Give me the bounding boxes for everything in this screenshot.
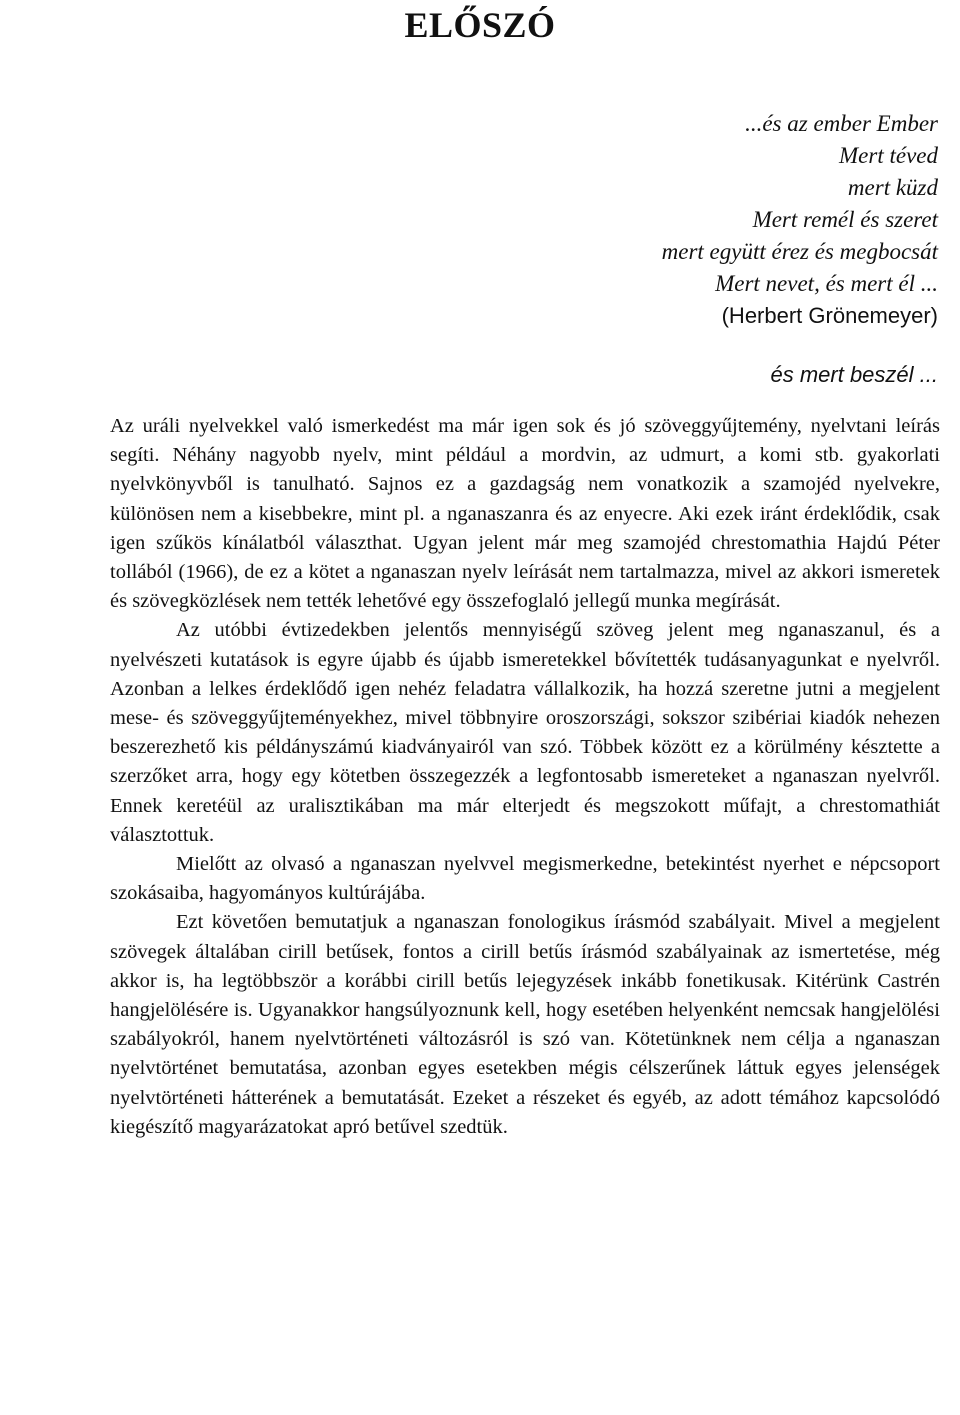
page-title: ELŐSZÓ bbox=[404, 5, 556, 45]
body-text bbox=[110, 412, 940, 1142]
motto-line: ...és az ember Ember bbox=[745, 111, 938, 136]
paragraph: Mielőtt az olvasó a nganaszan nyelvvel megismerkedne, betekintést nyerhet e népcsoport szokásaiba, hagyományos kultúrájába. bbox=[110, 853, 940, 905]
motto-block bbox=[418, 108, 938, 391]
motto-line: Mert remél és szeret bbox=[752, 207, 938, 232]
motto-line: mert együtt érez és megbocsát bbox=[661, 239, 938, 264]
motto-line: Mert téved bbox=[839, 143, 938, 168]
motto-line: Mert nevet, és mert él ... bbox=[715, 271, 938, 296]
paragraph: Az uráli nyelvekkel való ismerkedést ma már igen sok és jó szöveggyűjtemény, nyelvtani leírás segíti. Néhány nagyobb nyelv, mint például a mordvin, az udmurt, a komi stb. gyakorlati nyelvkönyvből is tanulható. Sajnos ez a gazdagság nem vonatkozik a szamojéd nyelvekre, különösen nem a kisebbekre, mint pl. a nganaszanra és az enyecre. Aki ezek iránt érdeklődik, csak igen szűkös kínálatból választhat. Ugyan jelent már meg szamojéd chrestomathia Hajdú Péter tollából (1966), de ez a kötet a nganaszan nyelv leírását nem tartalmazza, mivel az akkori ismeretek és szövegközlések nem tették lehetővé egy összefoglaló jellegű munka megírását. bbox=[110, 415, 940, 613]
paragraph: Az utóbbi évtizedekben jelentős mennyiségű szöveg jelent meg nganaszanul, és a nyelvészeti kutatások is egyre újabb és újabb ismeretekkel bővítették tudásanyagunkat e nyelvről. Azonban a lelkes érdeklődő igen nehéz feladatra vállalkozik, ha hozzá szeretne jutni a megjelent mese- és szöveggyűjteményekhez, mivel többnyire oroszországi, sokszor szibériai kiadók nehezen beszerezhető kis példányszámú kiadványairól van szó. Többek között ez a körülmény késztette a szerzőket arra, hogy egy kötetben összegezzék a legfontosabb ismereteket a nganaszan nyelvről. Ennek keretéül az uralisztikában ma már elterjedt és megszokott műfajt, a chrestomathiát választottuk. bbox=[110, 619, 940, 846]
motto-line: mert küzd bbox=[847, 175, 938, 200]
motto-closing: és mert beszél ... bbox=[770, 362, 938, 387]
motto-attribution: (Herbert Grönemeyer) bbox=[721, 303, 938, 328]
paragraph: Ezt követően bemutatjuk a nganaszan fonologikus írásmód szabályait. Mivel a megjelent szövegek általában cirill betűsek, fontos a cirill betűs írásmód szabályainak az ismertetése, még akkor is, ha legtöbbször a korábbi cirill betűs lejegyzések inkább fonetikusak. Kitérünk Castrén hangjelölésére is. Ugyanakkor hangsúlyoznunk kell, hogy esetében helyenként nemcsak hangjelölési szabályokról, hanem nyelvtörténeti változásról is szó van. Kötetünknek nem célja a nganaszan nyelvtörténet bemutatása, azonban egyes esetekben mégis célszerűnek láttuk egyes jelenségek nyelvtörténeti hátterének a bemutatását. Ezeket a részeket és egyéb, az adott témához kapcsolódó kiegészítő magyarázatokat apró betűvel szedtük. bbox=[110, 911, 940, 1138]
